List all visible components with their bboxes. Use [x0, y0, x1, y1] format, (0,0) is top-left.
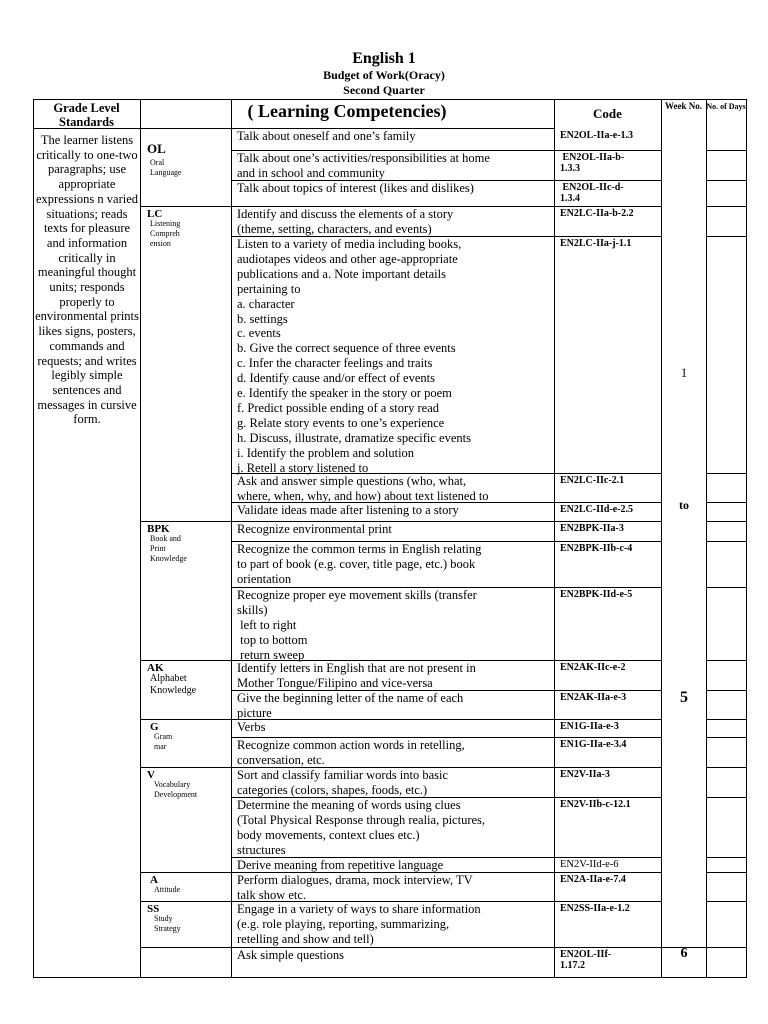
- document-quarter: Second Quarter: [343, 83, 425, 97]
- row-border: [231, 719, 662, 720]
- competency-text: c. events: [237, 326, 281, 341]
- domain-abbr-bpk: BPK: [147, 523, 170, 535]
- row-border: [706, 719, 747, 720]
- competency-text: structures: [237, 842, 286, 857]
- week-start: 1: [680, 366, 688, 380]
- domain-abbr-a: A: [150, 874, 158, 886]
- competency-text: orientation: [237, 571, 292, 586]
- competency-text: Engage in a variety of ways to share information: [237, 902, 481, 916]
- competency-text: Give the beginning letter of the name of each: [237, 691, 464, 705]
- column-border: [706, 99, 707, 978]
- domain-name-line: Knowledge: [150, 685, 197, 696]
- domain-abbr-ss: SS: [147, 903, 160, 915]
- column-border: [231, 99, 232, 978]
- competency-code: EN2OL-IIf-: [560, 949, 612, 960]
- competency-code: EN2SS-IIa-e-1.2: [560, 903, 630, 914]
- header-week-no: Week No.: [665, 101, 702, 111]
- header-no-of-days: No. of Days: [706, 102, 746, 111]
- domain-name-line: Study: [154, 914, 173, 923]
- competency-text: Talk about topics of interest (likes and dislikes): [237, 181, 474, 195]
- competency-text: talk show etc.: [237, 887, 307, 902]
- competency-text: f. Predict possible ending of a story read: [237, 400, 440, 415]
- row-border: [706, 737, 747, 738]
- week-last: 6: [680, 946, 688, 961]
- week-end: 5: [680, 689, 688, 706]
- competency-text: where, when, why, and how) about text listened to: [237, 488, 489, 503]
- document-title: English 1: [352, 50, 416, 67]
- domain-abbr-v: V: [147, 769, 155, 781]
- competency-code: EN2V-IIa-3: [560, 769, 610, 780]
- competency-text: g. Relate story events to one’s experience: [237, 415, 445, 430]
- header-code: Code: [593, 106, 622, 121]
- row-border: [706, 767, 747, 768]
- domain-name-line: Vocabulary: [154, 780, 191, 789]
- row-border: [706, 587, 747, 588]
- competency-text: categories (colors, shapes, foods, etc.): [237, 782, 428, 797]
- competency-text: Talk about oneself and one’s family: [237, 129, 416, 143]
- competency-code: 1.3.3: [560, 163, 580, 174]
- competency-code: EN2LC-IId-e-2.5: [560, 504, 634, 515]
- competency-code: EN2AK-IIc-e-2: [560, 662, 626, 673]
- row-border: [706, 541, 747, 542]
- domain-border: [140, 872, 232, 873]
- competency-code: EN2LC-IIa-j-1.1: [560, 238, 632, 249]
- row-border: [706, 857, 747, 858]
- row-border: [706, 236, 747, 237]
- domain-border: [140, 521, 232, 522]
- competency-code: 1.3.4: [560, 193, 580, 204]
- competency-text: (Total Physical Response through realia, pictures,: [237, 812, 486, 827]
- row-border: [706, 150, 747, 151]
- domain-name-line: Strategy: [154, 924, 181, 933]
- competency-text: (e.g. role playing, reporting, summarizing,: [237, 916, 450, 931]
- competency-text: Listen to a variety of media including books,: [237, 237, 462, 251]
- competency-text: h. Discuss, illustrate, dramatize specific events: [237, 430, 471, 445]
- domain-border: [140, 719, 232, 720]
- domain-name-line: mar: [154, 742, 167, 751]
- row-border: [706, 502, 747, 503]
- competency-text: top to bottom: [237, 632, 308, 647]
- competency-code: EN2V-IIb-c-12.1: [560, 799, 631, 810]
- competency-text: i. Identify the problem and solution: [237, 445, 415, 460]
- week-to: to: [679, 498, 689, 512]
- domain-name-line: Compreh: [150, 229, 180, 238]
- competency-code: EN2OL-IIa-e-1.3: [560, 130, 634, 141]
- domain-name-line: Print: [150, 544, 166, 553]
- row-border: [706, 901, 747, 902]
- competency-text: Determine the meaning of words using clues: [237, 798, 461, 812]
- column-border: [554, 99, 555, 978]
- competency-text: picture: [237, 705, 272, 720]
- competency-code: EN1G-IIa-e-3: [560, 721, 619, 732]
- competency-text: Perform dialogues, drama, mock interview, TV: [237, 873, 473, 887]
- competency-code: EN2BPK-IIb-c-4: [560, 543, 633, 554]
- competency-code: EN2AK-IIa-e-3: [560, 692, 627, 703]
- domain-name-line: Attitude: [154, 885, 181, 894]
- competency-code: EN2OL-IIa-b-: [560, 152, 625, 163]
- competency-text: j. Retell a story listened to: [237, 460, 369, 475]
- competency-text: Recognize the common terms in English relating: [237, 542, 482, 556]
- row-border: [706, 473, 747, 474]
- domain-name-line: Development: [154, 790, 198, 799]
- competency-text: Derive meaning from repetitive language: [237, 858, 444, 872]
- competency-code: EN1G-IIa-e-3.4: [560, 739, 627, 750]
- competency-text: and in school and community: [237, 165, 385, 180]
- competency-text: pertaining to: [237, 281, 301, 296]
- competency-text: Identify letters in English that are not present in: [237, 661, 476, 675]
- competency-code: 1.17.2: [560, 960, 585, 971]
- competency-code: EN2OL-IIc-d-: [560, 182, 624, 193]
- competency-text: retelling and show and tell): [237, 931, 374, 946]
- competency-text: to part of book (e.g. cover, title page, etc.) book: [237, 556, 476, 571]
- competency-text: Verbs: [237, 720, 266, 734]
- row-border: [706, 660, 747, 661]
- domain-name-line: Oral: [150, 158, 165, 167]
- domain-border: [140, 947, 232, 948]
- domain-abbr-lc: LC: [147, 208, 163, 220]
- header-grade-level-standards: Grade Level Standards: [53, 101, 120, 129]
- row-border: [706, 180, 747, 181]
- competency-text: (theme, setting, characters, and events): [237, 221, 432, 236]
- competency-text: e. Identify the speaker in the story or poem: [237, 386, 452, 400]
- domain-name-line: Alphabet: [150, 673, 187, 684]
- domain-border: [140, 767, 232, 768]
- competency-text: audiotapes videos and other age-appropriate: [237, 251, 458, 266]
- competency-text: skills): [237, 602, 268, 617]
- domain-abbr-ol: OL: [147, 141, 166, 156]
- competency-code: EN2V-IId-e-6: [560, 859, 619, 870]
- competency-text: d. Identify cause and/or effect of events: [237, 371, 435, 386]
- competency-text: Ask and answer simple questions (who, what,: [237, 474, 467, 488]
- document-subtitle: Budget of Work(Oracy): [323, 68, 445, 82]
- domain-border: [140, 901, 232, 902]
- competency-text: b. Give the correct sequence of three events: [237, 341, 456, 356]
- domain-name-line: Listening: [150, 219, 181, 228]
- competency-text: Recognize environmental print: [237, 522, 392, 536]
- row-border: [706, 206, 747, 207]
- competency-text: a. character: [237, 296, 295, 311]
- competency-code: EN2BPK-IId-e-5: [560, 589, 633, 600]
- competency-text: body movements, context clues etc.): [237, 827, 420, 842]
- header-learning-competencies: ( Learning Competencies): [247, 101, 447, 121]
- competency-text: publications and a. Note important details: [237, 266, 446, 281]
- row-border: [706, 521, 747, 522]
- row-border: [706, 690, 747, 691]
- grade-level-standards-text: The learner listens critically to one-two paragraphs; use appropriate expressions n varied situations; reads texts for pleasure and information critically in meaningful thought units; responds properly to environmental prints likes signs, posters, commands and requests; and writes legibly simple sentences and messages in cursive form.: [35, 133, 139, 427]
- domain-border: [140, 206, 232, 207]
- competency-text: Validate ideas made after listening to a story: [237, 503, 459, 517]
- column-border: [746, 99, 747, 978]
- competency-code: EN2A-IIa-e-7.4: [560, 874, 626, 885]
- column-border: [140, 99, 141, 978]
- competency-text: Talk about one’s activities/responsibilities at home: [237, 151, 490, 165]
- column-border: [661, 99, 662, 978]
- domain-name-line: Gram: [154, 732, 173, 741]
- column-border: [33, 99, 34, 978]
- domain-name-line: Book and: [150, 534, 181, 543]
- competency-text: Mother Tongue/Filipino and vice-versa: [237, 675, 433, 690]
- competency-text: Recognize proper eye movement skills (transfer: [237, 588, 477, 602]
- row-border: [706, 947, 747, 948]
- competency-code: EN2LC-IIc-2.1: [560, 475, 625, 486]
- competency-text: left to right: [237, 617, 297, 632]
- competency-text: conversation, etc.: [237, 752, 325, 767]
- domain-border: [140, 660, 232, 661]
- row-border: [706, 872, 747, 873]
- competency-text: Recognize common action words in retelling,: [237, 738, 465, 752]
- competency-text: c. Infer the character feelings and traits: [237, 356, 433, 371]
- competency-text: return sweep: [237, 647, 305, 662]
- domain-abbr-ak: AK: [147, 662, 164, 674]
- competency-text: Ask simple questions: [237, 948, 344, 962]
- domain-name-line: Language: [150, 168, 182, 177]
- domain-abbr-g: G: [150, 721, 159, 733]
- competency-text: Sort and classify familiar words into basic: [237, 768, 449, 782]
- domain-name-line: Knowledge: [150, 554, 187, 563]
- competency-text: Identify and discuss the elements of a story: [237, 207, 454, 221]
- competency-code: EN2BPK-IIa-3: [560, 523, 624, 534]
- domain-name-line: ension: [150, 239, 171, 248]
- competency-text: b. settings: [237, 311, 288, 326]
- competency-code: EN2LC-IIa-b-2.2: [560, 208, 634, 219]
- row-border: [706, 797, 747, 798]
